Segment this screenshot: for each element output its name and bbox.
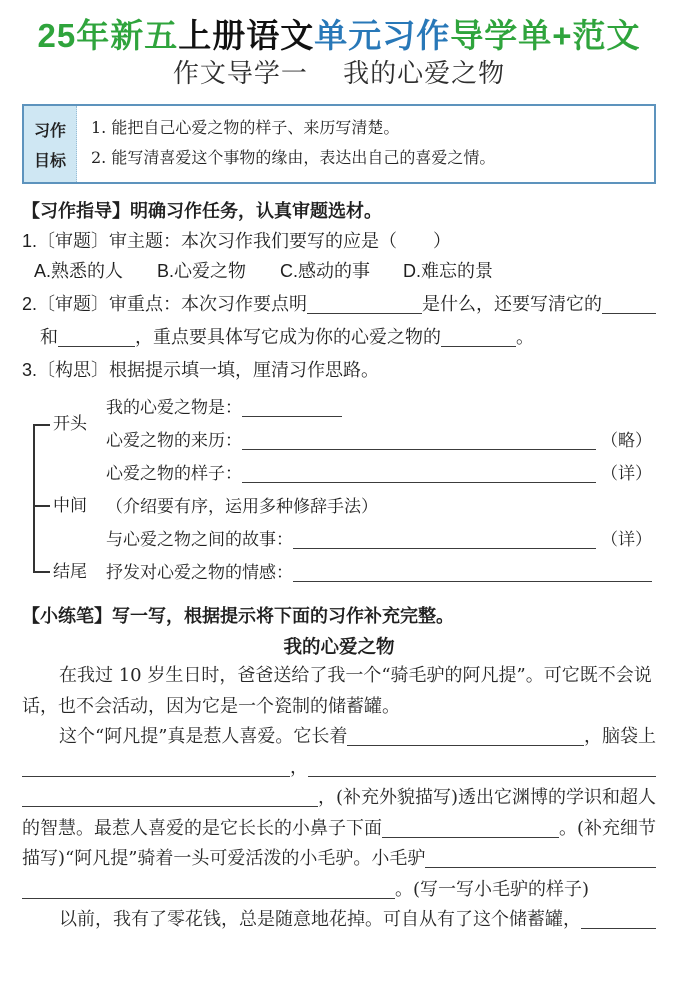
blank-fill-line	[425, 866, 656, 868]
text-line	[22, 875, 656, 906]
guidance-heading: 【习作指导】明确习作任务，认真审题选材。	[22, 201, 382, 221]
outline-rows	[22, 391, 656, 589]
text-run: ，(补充外貌描写)透出它渊博的学识和超人	[317, 787, 656, 808]
question-2	[22, 289, 656, 352]
bracket-tick	[33, 505, 50, 507]
text-run: 以前，我有了零花钱，总是随意地花掉。可自从有了这个储蓄罐，	[59, 909, 581, 930]
text-line	[106, 523, 652, 556]
question-1-options	[22, 256, 656, 286]
lesson-subtitle: 作文导学一 我的心爱之物	[172, 58, 506, 88]
blank-fill-line	[58, 345, 135, 347]
text-line	[22, 814, 656, 845]
outline-label-ending: 结尾	[53, 562, 87, 581]
blank-fill-line	[293, 547, 596, 549]
option-b: B.心爱之物	[157, 261, 247, 281]
text-line	[22, 753, 656, 784]
blank-fill-line	[242, 448, 596, 450]
text-line	[22, 661, 656, 692]
blank-fill-line	[22, 775, 290, 777]
goal-item: 2. 能写清喜爱这个事物的缘由，表达出自己的喜爱之情。	[91, 148, 496, 167]
text-run: 我的心爱之物是：	[106, 398, 242, 417]
essay-body	[22, 661, 656, 936]
practice-heading: 【小练笔】写一写，根据提示将下面的习作补充完整。	[22, 606, 454, 626]
text-line	[106, 391, 652, 424]
blank-fill-line	[307, 312, 422, 314]
text-line	[106, 424, 652, 457]
writing-goal-box	[22, 104, 656, 184]
text-run: ，脑袋上	[584, 726, 656, 747]
text-run: 。(补充细节	[558, 817, 656, 839]
text-line	[22, 905, 656, 936]
question-1-line	[22, 226, 656, 256]
text-line	[106, 490, 652, 523]
blank-fill-line	[347, 744, 584, 746]
text-run: 的智慧。最惹人喜爱的是它长长的小鼻子下面	[22, 817, 382, 839]
text-run: 在我过 10 岁生日时，爸爸送给了我一个“骑毛驴的阿凡提”。可它既不会说	[59, 665, 652, 686]
text-run: （详）	[596, 530, 652, 549]
text-line	[22, 844, 656, 875]
bracket-vertical-line	[33, 424, 35, 572]
text-run: （介绍要有序，运用多种修辞手法）	[106, 497, 378, 516]
text-line	[22, 722, 656, 753]
goal-label-top: 习作	[33, 122, 66, 140]
question-3-line	[22, 355, 656, 385]
blank-fill-line	[293, 580, 652, 582]
essay-outline-diagram	[22, 391, 656, 589]
text-run: 抒发对心爱之物的情感：	[106, 563, 293, 582]
blank-fill-line	[308, 775, 656, 777]
text-run: （略）	[596, 431, 652, 450]
text-run: ，重点要具体写它成为你的心爱之物的	[135, 327, 441, 347]
text-line	[22, 289, 656, 319]
bracket-tick	[33, 424, 50, 426]
outline-label-middle: 中间	[53, 496, 87, 515]
goal-box-label	[24, 106, 77, 182]
blank-fill-line	[242, 481, 596, 483]
text-line	[22, 322, 656, 352]
text-run: 这个“阿凡提”真是惹人喜爱。它长着	[59, 726, 348, 747]
text-run: （详）	[596, 464, 652, 483]
text-line	[22, 783, 656, 814]
goal-items	[77, 106, 654, 182]
option-a: A.熟悉的人	[34, 261, 124, 281]
question-3-text: 3.〔构思〕根据提示填一填，厘清习作思路。	[22, 360, 380, 380]
blank-fill-line	[602, 312, 656, 314]
bracket-tick	[33, 571, 50, 573]
blank-fill-line	[441, 345, 516, 347]
question-1-text: 1.〔审题〕审主题：本次习作我们要写的应是（ ）	[22, 231, 452, 251]
text-run: 和	[40, 327, 58, 347]
outline-label-beginning: 开头	[53, 414, 87, 433]
page-title	[22, 16, 656, 56]
text-run: 。(写一写小毛驴的样子)	[395, 878, 590, 900]
goal-item: 1. 能把自己心爱之物的样子、来历写清楚。	[91, 118, 400, 137]
text-run: 。	[516, 327, 534, 347]
text-run: 话，也不会活动，因为它是一个瓷制的储蓄罐。	[22, 695, 400, 717]
text-run: 描写)“阿凡提”骑着一头可爱活泼的小毛驴。小毛驴	[22, 848, 426, 869]
text-run: 心爱之物的样子：	[106, 464, 242, 483]
text-line	[106, 457, 652, 490]
text-run: ，	[290, 756, 308, 778]
text-line	[22, 692, 656, 723]
goal-label-bottom: 目标	[33, 152, 66, 170]
blank-fill-line	[22, 897, 395, 899]
essay-title: 我的心爱之物	[283, 636, 395, 657]
title-part: 单元习作	[314, 17, 451, 54]
title-part: 25年新五	[37, 17, 179, 54]
title-part: 导学单+范文	[450, 17, 641, 54]
text-run: 是什么，还要写清它的	[422, 294, 603, 314]
blank-fill-line	[22, 805, 318, 807]
option-d: D.难忘的景	[403, 261, 493, 281]
blank-fill-line	[382, 836, 559, 838]
blank-fill-line	[242, 415, 342, 417]
option-c: C.感动的事	[280, 261, 370, 281]
title-part: 上册语文	[178, 17, 315, 54]
text-run: 2.〔审题〕审重点：本次习作要点明	[22, 294, 308, 314]
text-line	[106, 556, 652, 589]
blank-fill-line	[581, 927, 656, 929]
text-run: 心爱之物的来历：	[106, 431, 242, 450]
text-run: 与心爱之物之间的故事：	[106, 530, 293, 549]
